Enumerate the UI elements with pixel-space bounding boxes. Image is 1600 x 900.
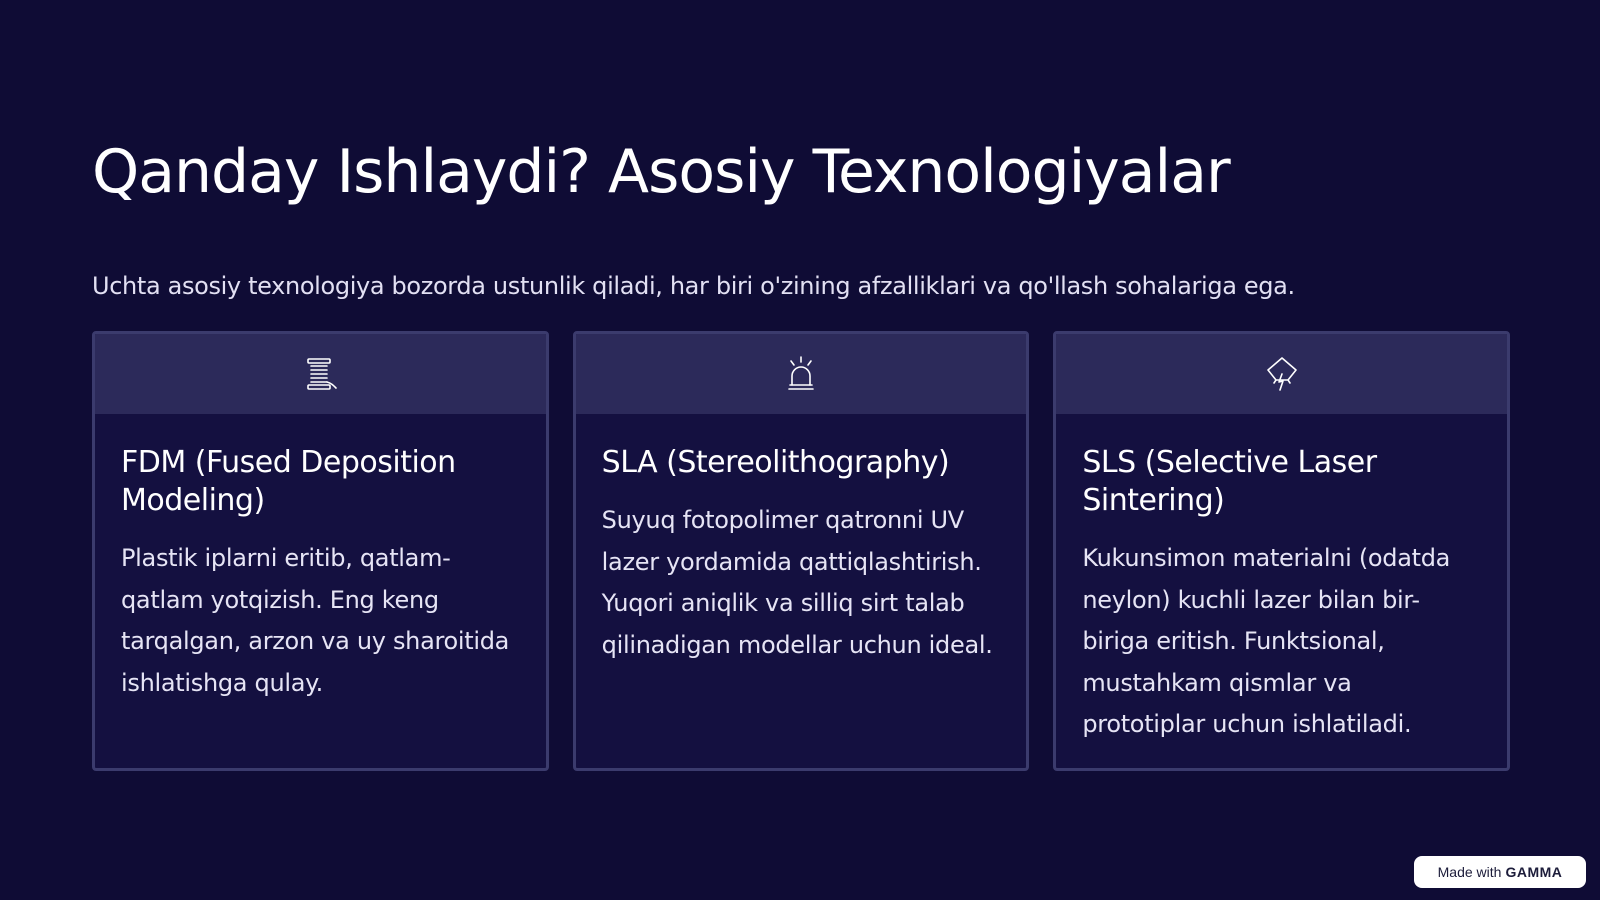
card-header — [576, 334, 1027, 414]
card-fdm — [92, 331, 549, 771]
slide-subtitle: Uchta asosiy texnologiya bozorda ustunlik qiladi, har biri o'zining afzalliklari va qo'llash sohalariga ega. — [92, 272, 1295, 300]
card-sla — [573, 331, 1030, 771]
card-text: Kukunsimon materialni (odatda neylon) kuchli lazer bilan bir-biriga eritish. Funktsional, mustahkam qismlar va prototiplar uchun ishlatiladi. — [1082, 544, 1451, 738]
badge-prefix: Made with — [1437, 864, 1502, 880]
alarm-light-icon — [781, 354, 821, 394]
card-header — [1056, 334, 1507, 414]
technology-cards — [92, 331, 1510, 771]
card-sls — [1053, 331, 1510, 771]
card-header — [95, 334, 546, 414]
card-title: FDM (Fused Deposition Modeling) — [121, 445, 456, 518]
made-with-gamma-badge[interactable] — [1414, 856, 1586, 888]
card-title: SLA (Stereolithography) — [601, 445, 950, 480]
laser-burst-icon — [1262, 354, 1302, 394]
gamma-logo: GAMMA — [1505, 864, 1563, 880]
card-text: Plastik iplarni eritib, qatlam-qatlam yotqizish. Eng keng tarqalgan, arzon va uy sharoitida ishlatishga qulay. — [121, 544, 510, 697]
card-title: SLS (Selective Laser Sintering) — [1082, 445, 1377, 518]
spool-icon — [300, 354, 340, 394]
card-text: Suyuq fotopolimer qatronni UV lazer yordamida qattiqlashtirish. Yuqori aniqlik va silliq sirt talab qilinadigan modellar uchun ideal. — [601, 506, 993, 659]
slide-title: Qanday Ishlaydi? Asosiy Texnologiyalar — [92, 137, 1230, 207]
